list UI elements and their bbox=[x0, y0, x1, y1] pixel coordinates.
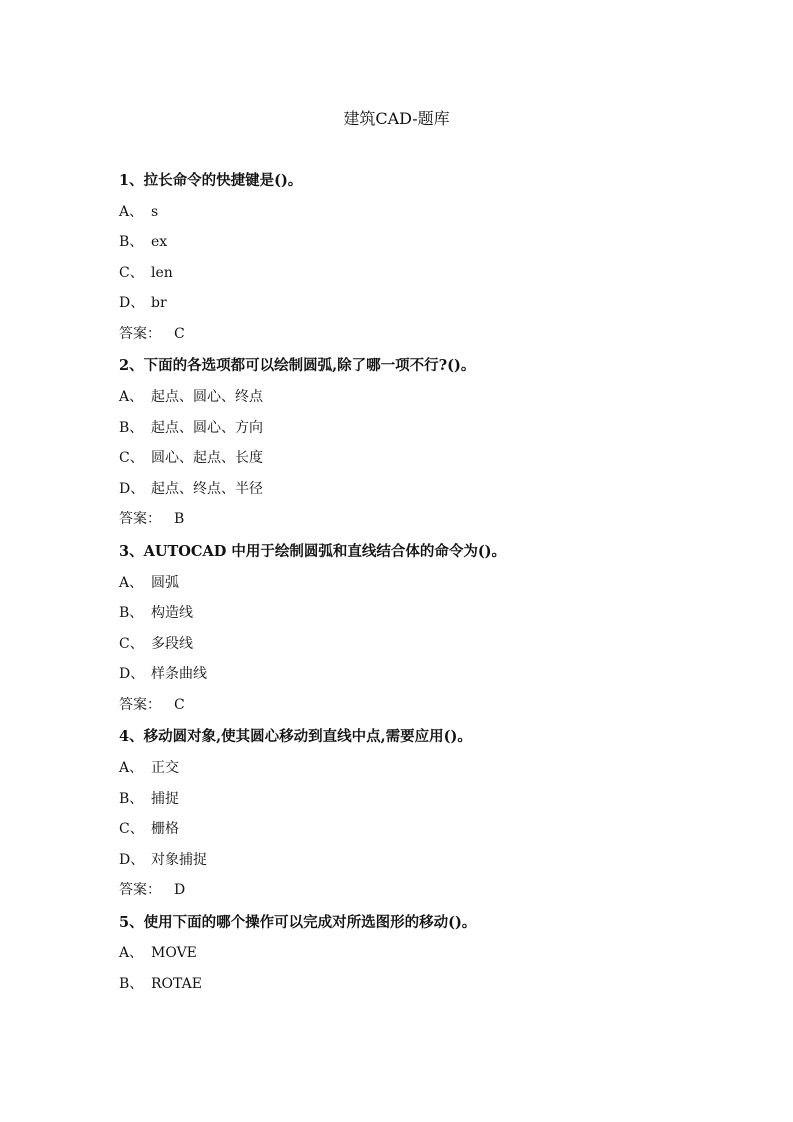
option-text: 起点、圆心、方向 bbox=[151, 419, 263, 436]
answer-value: B bbox=[174, 511, 185, 528]
option-text: 多段线 bbox=[151, 635, 193, 652]
option-letter: D、 bbox=[119, 480, 145, 497]
option-letter: B、 bbox=[119, 976, 144, 993]
option-letter: B、 bbox=[119, 605, 144, 622]
option-text: 样条曲线 bbox=[151, 666, 207, 683]
question-text: 5、使用下面的哪个操作可以完成对所选图形的移动()。 bbox=[119, 913, 477, 931]
question-item bbox=[119, 541, 719, 716]
option-letter: B、 bbox=[119, 234, 144, 251]
option-text: 圆弧 bbox=[151, 574, 179, 591]
option-text: ex bbox=[151, 234, 168, 251]
option-row bbox=[119, 788, 719, 810]
option-letter: D、 bbox=[119, 851, 145, 868]
option-row bbox=[119, 973, 719, 995]
option-letter: C、 bbox=[119, 635, 144, 652]
option-text: 起点、圆心、终点 bbox=[151, 389, 263, 406]
option-text: br bbox=[151, 295, 167, 312]
option-row bbox=[119, 447, 719, 469]
option-letter: A、 bbox=[119, 574, 144, 591]
option-row bbox=[119, 417, 719, 439]
option-row bbox=[119, 663, 719, 685]
option-row bbox=[119, 602, 719, 624]
option-letter: C、 bbox=[119, 264, 144, 281]
answer-row bbox=[119, 508, 719, 530]
answer-label: 答案： bbox=[119, 882, 161, 899]
option-row bbox=[119, 818, 719, 840]
question-item bbox=[119, 726, 719, 901]
option-letter: C、 bbox=[119, 450, 144, 467]
document-title: 建筑CAD-题库 bbox=[343, 109, 450, 128]
option-letter: B、 bbox=[119, 790, 144, 807]
question-text: 2、下面的各选项都可以绘制圆弧,除了哪一项不行?()。 bbox=[119, 357, 476, 375]
question-item bbox=[119, 170, 719, 345]
question-item bbox=[119, 355, 719, 530]
option-row bbox=[119, 633, 719, 655]
answer-row bbox=[119, 879, 719, 901]
answer-row bbox=[119, 694, 719, 716]
option-letter: D、 bbox=[119, 295, 145, 312]
option-letter: A、 bbox=[119, 945, 144, 962]
question-text: 3、AUTOCAD 中用于绘制圆弧和直线结合体的命令为()。 bbox=[119, 542, 507, 560]
option-row bbox=[119, 231, 719, 253]
option-text: ROTAE bbox=[151, 976, 202, 993]
option-row bbox=[119, 292, 719, 314]
option-row bbox=[119, 478, 719, 500]
answer-label: 答案： bbox=[119, 511, 161, 528]
option-letter: A、 bbox=[119, 389, 144, 406]
option-text: 构造线 bbox=[151, 605, 193, 622]
option-row bbox=[119, 572, 719, 594]
option-text: 正交 bbox=[151, 760, 179, 776]
question-text: 1、拉长命令的快捷键是()。 bbox=[119, 172, 303, 189]
option-letter: B、 bbox=[119, 419, 144, 436]
option-row bbox=[119, 757, 719, 779]
answer-value: D bbox=[174, 882, 186, 899]
question-text: 4、移动圆对象,使其圆心移动到直线中点,需要应用()。 bbox=[119, 728, 472, 746]
answer-label: 答案： bbox=[119, 696, 161, 713]
option-text: len bbox=[151, 264, 173, 281]
option-letter: D、 bbox=[119, 666, 145, 683]
option-letter: A、 bbox=[119, 203, 144, 220]
option-text: 起点、终点、半径 bbox=[151, 480, 263, 497]
option-row bbox=[119, 942, 719, 964]
option-row bbox=[119, 262, 719, 284]
option-row bbox=[119, 201, 719, 223]
question-list bbox=[119, 170, 719, 1006]
option-letter: C、 bbox=[119, 821, 144, 838]
option-text: 圆心、起点、长度 bbox=[151, 450, 263, 467]
answer-value: C bbox=[174, 325, 185, 342]
option-text: 捕捉 bbox=[151, 790, 179, 807]
option-letter: A、 bbox=[119, 760, 144, 776]
option-text: 栅格 bbox=[151, 821, 179, 838]
option-text: 对象捕捉 bbox=[151, 851, 207, 868]
answer-row bbox=[119, 323, 719, 345]
answer-label: 答案： bbox=[119, 325, 161, 342]
question-item bbox=[119, 912, 719, 995]
answer-value: C bbox=[174, 696, 185, 713]
option-row bbox=[119, 849, 719, 871]
option-text: MOVE bbox=[151, 945, 197, 962]
option-text: s bbox=[151, 203, 159, 220]
option-row bbox=[119, 386, 719, 408]
